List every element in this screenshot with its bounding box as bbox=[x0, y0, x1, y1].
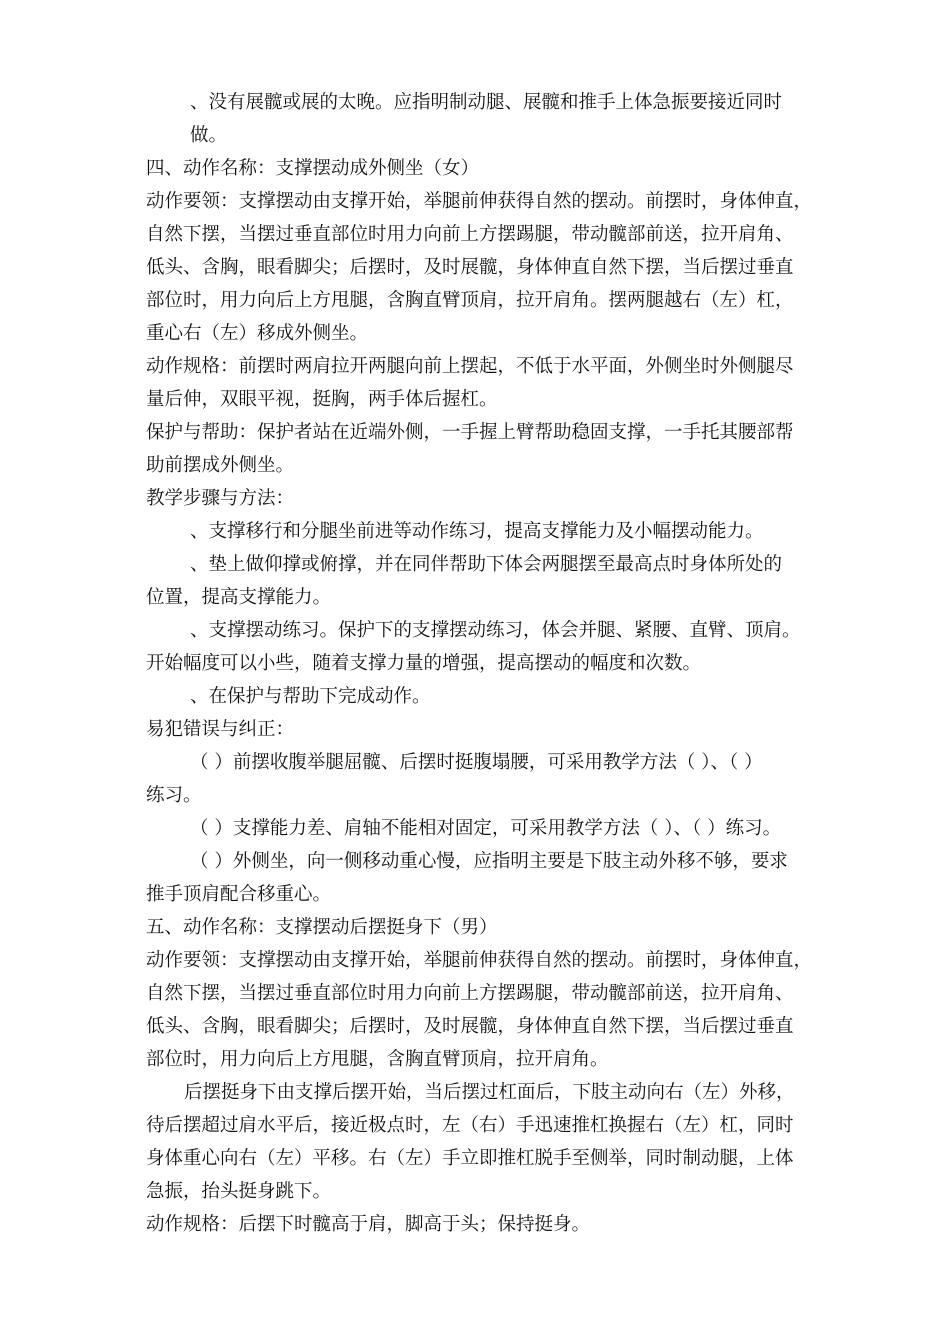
text-line: 待后摆超过肩水平后，接近极点时，左（右）手迅速推杠换握右（左）杠，同时 bbox=[146, 1115, 794, 1136]
section-heading: 四、动作名称：支撑摆动成外侧坐（女） bbox=[146, 158, 480, 179]
text-line: 自然下摆，当摆过垂直部位时用力向前上方摆踢腿，带动髋部前送，拉开肩角、 bbox=[146, 224, 794, 245]
text-line: 练习。 bbox=[146, 785, 202, 806]
text-line: 急振，抬头挺身跳下。 bbox=[146, 1181, 332, 1202]
text-line: 、没有展髋或展的太晚。应指明制动腿、展髋和推手上体急振要接近同时 bbox=[190, 92, 783, 113]
text-line: 动作要领：支撑摆动由支撑开始，举腿前伸获得自然的摆动。前摆时，身体伸直， bbox=[146, 950, 813, 971]
text-line: （ ）外侧坐，向一侧移动重心慢，应指明主要是下肢主动外移不够，要求 bbox=[190, 851, 788, 872]
text-line: 保护与帮助：保护者站在近端外侧，一手握上臂帮助稳固支撑，一手托其腰部帮 bbox=[146, 422, 794, 443]
text-line: 身体重心向右（左）平移。右（左）手立即推杠脱手至侧举，同时制动腿，上体 bbox=[146, 1148, 794, 1169]
text-line: 动作要领：支撑摆动由支撑开始，举腿前伸获得自然的摆动。前摆时，身体伸直， bbox=[146, 191, 813, 212]
text-line: 量后伸，双眼平视，挺胸，两手体后握杠。 bbox=[146, 389, 498, 410]
text-line: 教学步骤与方法： bbox=[146, 488, 295, 509]
text-line: （ ）前摆收腹举腿屈髋、后摆时挺腹塌腰，可采用教学方法（ ）、（ ） bbox=[190, 752, 763, 773]
text-line: 动作规格：前摆时两肩拉开两腿向前上摆起，不低于水平面，外侧坐时外侧腿尽 bbox=[146, 356, 794, 377]
text-line: 易犯错误与纠正： bbox=[146, 719, 295, 740]
text-line: 开始幅度可以小些，随着支撑力量的增强，提高摆动的幅度和次数。 bbox=[146, 653, 702, 674]
text-line: 后摆挺身下由支撑后摆开始，当后摆过杠面后，下肢主动向右（左）外移， bbox=[184, 1082, 795, 1103]
text-line: 动作规格：后摆下时髋高于肩，脚高于头；保持挺身。 bbox=[146, 1214, 591, 1235]
text-line: 部位时，用力向后上方甩腿，含胸直臂顶肩，拉开肩角。摆两腿越右（左）杠， bbox=[146, 290, 794, 311]
text-line: 自然下摆，当摆过垂直部位时用力向前上方摆踢腿，带动髋部前送，拉开肩角、 bbox=[146, 983, 794, 1004]
text-line: 、在保护与帮助下完成动作。 bbox=[190, 686, 431, 707]
text-line: 低头、含胸，眼看脚尖；后摆时，及时展髋，身体伸直自然下摆，当后摆过垂直 bbox=[146, 257, 794, 278]
text-line: 重心右（左）移成外侧坐。 bbox=[146, 323, 369, 344]
text-line: 低头、含胸，眼看脚尖；后摆时，及时展髋，身体伸直自然下摆，当后摆过垂直 bbox=[146, 1016, 794, 1037]
text-line: 、垫上做仰撑或俯撑，并在同伴帮助下体会两腿摆至最高点时身体所处的 bbox=[190, 554, 783, 575]
text-line: 、支撑摆动练习。保护下的支撑摆动练习，体会并腿、紧腰、直臂、顶肩。 bbox=[190, 620, 801, 641]
text-line: 、支撑移行和分腿坐前进等动作练习，提高支撑能力及小幅摆动能力。 bbox=[190, 521, 764, 542]
text-line: 位置，提高支撑能力。 bbox=[146, 587, 332, 608]
section-heading: 五、动作名称：支撑摆动后摆挺身下（男） bbox=[146, 917, 498, 938]
text-line: 推手顶肩配合移重心。 bbox=[146, 884, 332, 905]
text-line: 助前摆成外侧坐。 bbox=[146, 455, 295, 476]
text-line: 做。 bbox=[190, 125, 228, 146]
text-line: （ ）支撑能力差、肩轴不能相对固定，可采用教学方法（ ）、（ ）练习。 bbox=[190, 818, 782, 839]
text-line: 部位时，用力向后上方甩腿，含胸直臂顶肩，拉开肩角。 bbox=[146, 1049, 609, 1070]
